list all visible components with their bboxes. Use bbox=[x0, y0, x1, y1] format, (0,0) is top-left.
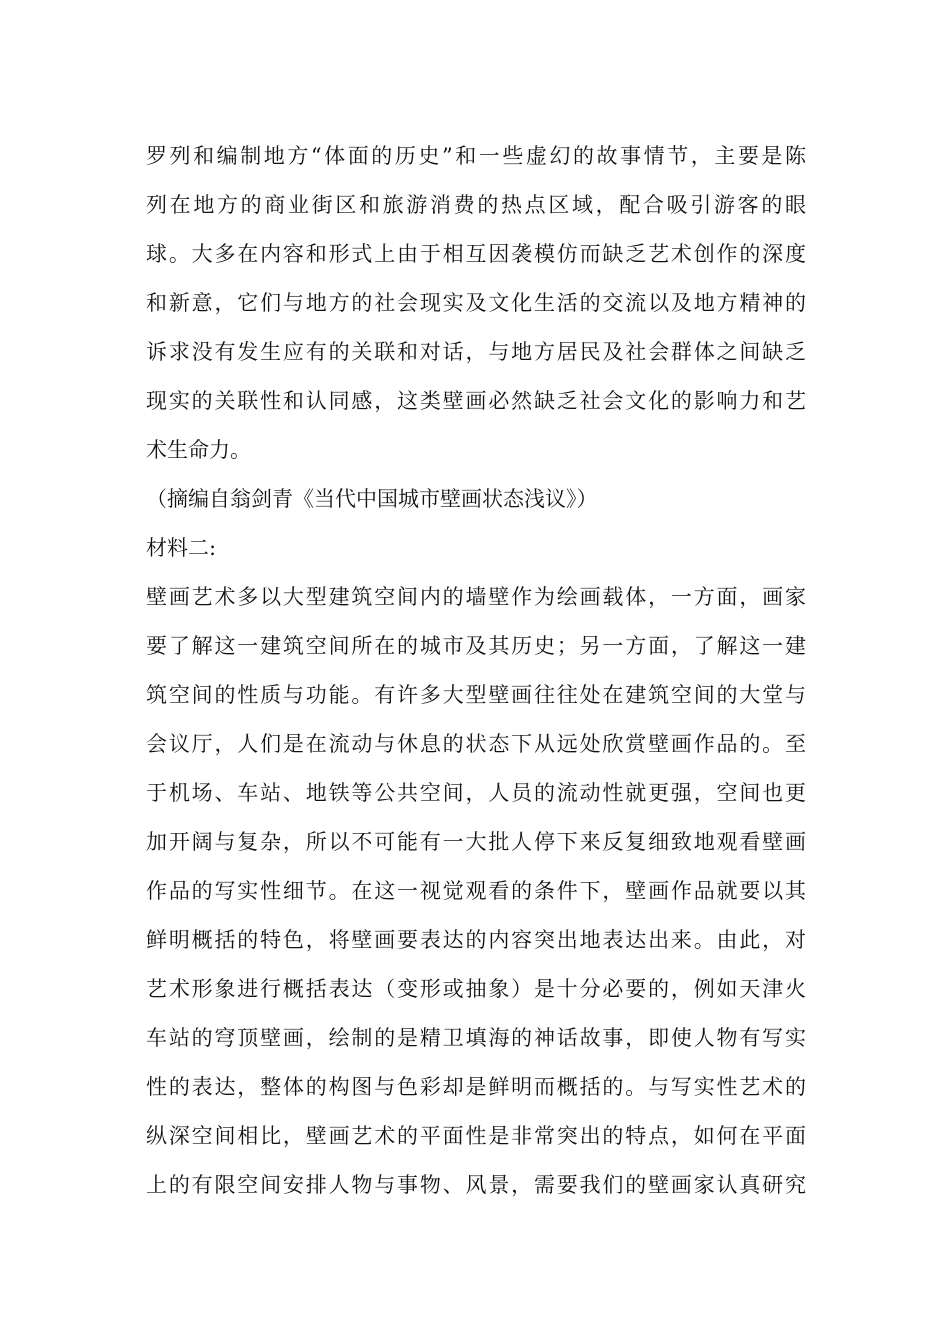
text-line: 艺术形象进行概括表达（变形或抽象）是十分必要的，例如天津火 bbox=[146, 977, 806, 1001]
text-line: 罗列和编制地方“体面的历史”和一些虚幻的故事情节，主要是陈 bbox=[146, 144, 806, 168]
text-line: 于机场、车站、地铁等公共空间，人员的流动性就更强，空间也更 bbox=[146, 781, 806, 805]
text-line: 性的表达，整体的构图与色彩却是鲜明而概括的。与写实性艺术的 bbox=[146, 1075, 806, 1099]
text-line: 鲜明概括的特色，将壁画要表达的内容突出地表达出来。由此，对 bbox=[146, 928, 806, 952]
text-line: 上的有限空间安排人物与事物、风景，需要我们的壁画家认真研究 bbox=[146, 1173, 806, 1197]
text-line: 加开阔与复杂，所以不可能有一大批人停下来反复细致地观看壁画 bbox=[146, 830, 806, 854]
text-line: 现实的关联性和认同感，这类壁画必然缺乏社会文化的影响力和艺 bbox=[146, 389, 806, 413]
text-line: 列在地方的商业街区和旅游消费的热点区域，配合吸引游客的眼 bbox=[146, 193, 806, 217]
text-line: 作品的写实性细节。在这一视觉观看的条件下，壁画作品就要以其 bbox=[146, 879, 806, 903]
text-line: 要了解这一建筑空间所在的城市及其历史；另一方面，了解这一建 bbox=[146, 634, 806, 658]
source-citation: （摘编自翁剑青《当代中国城市壁画状态浅议》） bbox=[146, 487, 598, 511]
text-line: 车站的穹顶壁画，绘制的是精卫填海的神话故事，即使人物有写实 bbox=[146, 1026, 806, 1050]
text-line: 纵深空间相比，壁画艺术的平面性是非常突出的特点，如何在平面 bbox=[146, 1124, 806, 1148]
text-line: 和新意，它们与地方的社会现实及文化生活的交流以及地方精神的 bbox=[146, 291, 806, 315]
text-line: 会议厅，人们是在流动与休息的状态下从远处欣赏壁画作品的。至 bbox=[146, 732, 806, 756]
section-heading: 材料二: bbox=[146, 536, 217, 560]
text-line: 壁画艺术多以大型建筑空间内的墙壁作为绘画载体，一方面，画家 bbox=[146, 585, 806, 609]
text-line: 筑空间的性质与功能。有许多大型壁画往往处在建筑空间的大堂与 bbox=[146, 683, 806, 707]
text-line: 球。大多在内容和形式上由于相互因袭模仿而缺乏艺术创作的深度 bbox=[146, 242, 806, 266]
body-text bbox=[146, 132, 806, 1210]
text-line: 诉求没有发生应有的关联和对话，与地方居民及社会群体之间缺乏 bbox=[146, 340, 806, 364]
paragraph-end-line: 术生命力。 bbox=[146, 438, 251, 462]
